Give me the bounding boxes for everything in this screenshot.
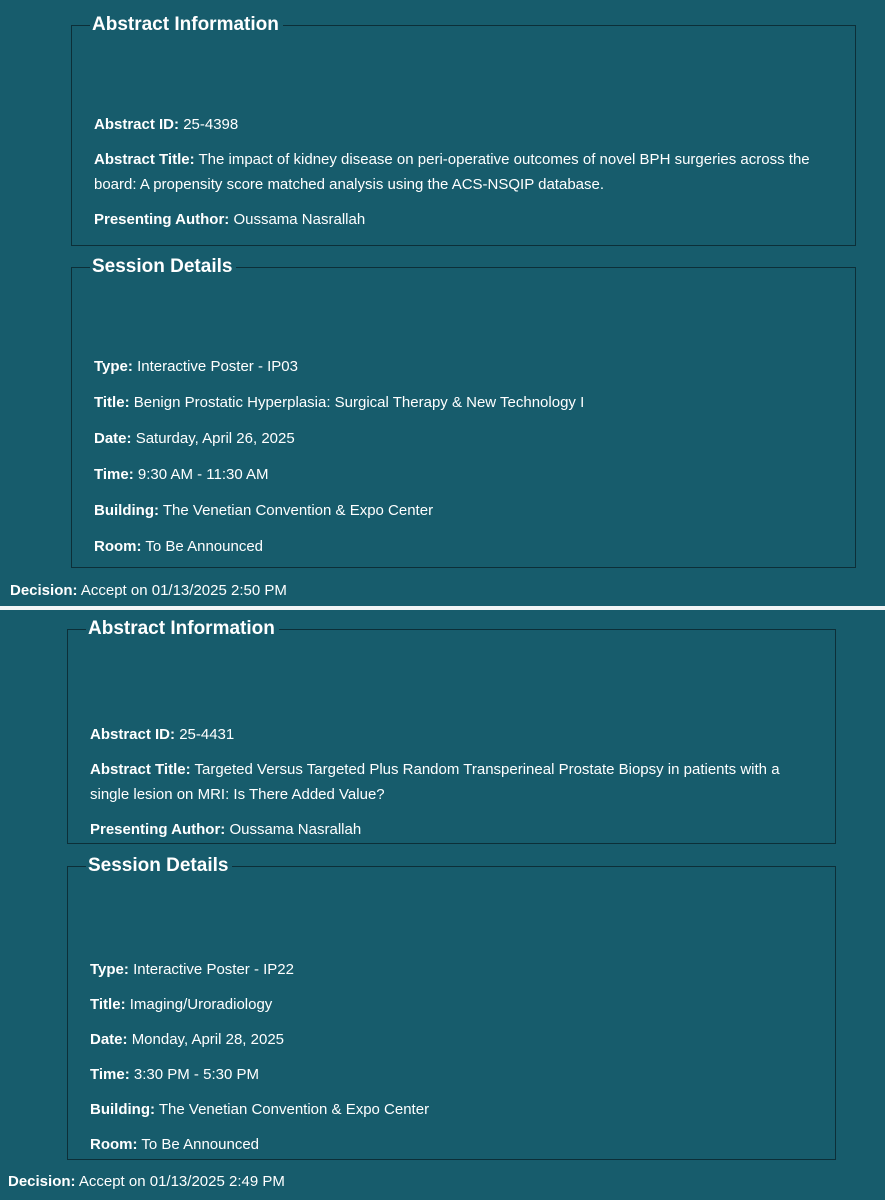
session-room-value: To Be Announced — [141, 1136, 260, 1153]
session-details-panel — [71, 256, 856, 568]
session-date-row — [90, 1027, 817, 1052]
session-date-label: Date: — [90, 1031, 128, 1048]
abstract-title-row — [94, 147, 837, 197]
session-building-row — [94, 498, 837, 523]
session-time-value: 3:30 PM - 5:30 PM — [133, 1066, 259, 1083]
abstract-information-heading: Abstract Information — [88, 618, 275, 639]
abstract-id-label: Abstract ID: — [94, 116, 180, 133]
presenting-author-value: Oussama Nasrallah — [229, 821, 362, 838]
session-type-row — [94, 354, 837, 379]
abstract-id-row — [94, 112, 837, 137]
session-title-label: Title: — [94, 394, 130, 411]
decision-label: Decision: — [8, 1173, 76, 1190]
abstract-id-value: 25-4398 — [183, 116, 239, 133]
session-building-row — [90, 1097, 817, 1122]
abstract-id-label: Abstract ID: — [90, 726, 176, 743]
session-type-value: Interactive Poster - IP22 — [133, 961, 294, 978]
session-fields — [94, 354, 837, 559]
session-fields — [90, 957, 817, 1157]
session-room-label: Room: — [90, 1136, 138, 1153]
decision-value: Accept on 01/13/2025 2:49 PM — [78, 1173, 285, 1190]
session-time-label: Time: — [90, 1066, 130, 1083]
presenting-author-row — [94, 207, 837, 232]
abstract-title-label: Abstract Title: — [94, 151, 195, 168]
session-type-value: Interactive Poster - IP03 — [137, 358, 298, 375]
session-date-value: Monday, April 28, 2025 — [131, 1031, 285, 1048]
abstract-record — [0, 610, 885, 1200]
decision-label: Decision: — [10, 582, 78, 599]
abstract-title-row — [90, 757, 817, 807]
session-title-row — [94, 390, 837, 415]
session-type-row — [90, 957, 817, 982]
session-room-row — [94, 534, 837, 559]
session-title-value: Benign Prostatic Hyperplasia: Surgical Therapy & New Technology I — [133, 394, 585, 411]
presenting-author-label: Presenting Author: — [90, 821, 226, 838]
decision-line — [8, 1172, 285, 1192]
session-building-label: Building: — [90, 1101, 155, 1118]
abstract-title-value: Targeted Versus Targeted Plus Random Transperineal Prostate Biopsy in patients with a single lesion on MRI: Is There Added Value? — [90, 761, 780, 803]
abstract-id-value: 25-4431 — [179, 726, 235, 743]
session-room-value: To Be Announced — [145, 538, 264, 555]
session-details-panel — [67, 855, 836, 1160]
abstract-title-value: The impact of kidney disease on peri-operative outcomes of novel BPH surgeries across the board: A propensity score matched analysis using the ACS-NSQIP database. — [94, 151, 810, 193]
session-time-label: Time: — [94, 466, 134, 483]
abstract-information-panel — [67, 618, 836, 844]
session-title-row — [90, 992, 817, 1017]
session-details-heading: Session Details — [92, 256, 233, 277]
session-title-label: Title: — [90, 996, 126, 1013]
abstract-title-label: Abstract Title: — [90, 761, 191, 778]
session-building-label: Building: — [94, 502, 159, 519]
session-time-value: 9:30 AM - 11:30 AM — [137, 466, 269, 483]
session-room-label: Room: — [94, 538, 142, 555]
session-time-row — [90, 1062, 817, 1087]
session-type-label: Type: — [94, 358, 133, 375]
abstract-fields — [94, 112, 837, 232]
session-title-value: Imaging/Uroradiology — [129, 996, 273, 1013]
session-date-label: Date: — [94, 430, 132, 447]
session-building-value: The Venetian Convention & Expo Center — [162, 502, 434, 519]
abstract-id-row — [90, 722, 817, 747]
presenting-author-label: Presenting Author: — [94, 211, 230, 228]
session-date-row — [94, 426, 837, 451]
session-building-value: The Venetian Convention & Expo Center — [158, 1101, 430, 1118]
abstract-information-heading: Abstract Information — [92, 14, 279, 35]
session-room-row — [90, 1132, 817, 1157]
presenting-author-row — [90, 817, 817, 842]
session-details-heading: Session Details — [88, 855, 229, 876]
abstract-information-panel — [71, 14, 856, 246]
session-time-row — [94, 462, 837, 487]
session-type-label: Type: — [90, 961, 129, 978]
decision-line — [10, 581, 287, 601]
presenting-author-value: Oussama Nasrallah — [233, 211, 366, 228]
session-date-value: Saturday, April 26, 2025 — [135, 430, 295, 447]
decision-value: Accept on 01/13/2025 2:50 PM — [80, 582, 287, 599]
abstract-fields — [90, 722, 817, 842]
